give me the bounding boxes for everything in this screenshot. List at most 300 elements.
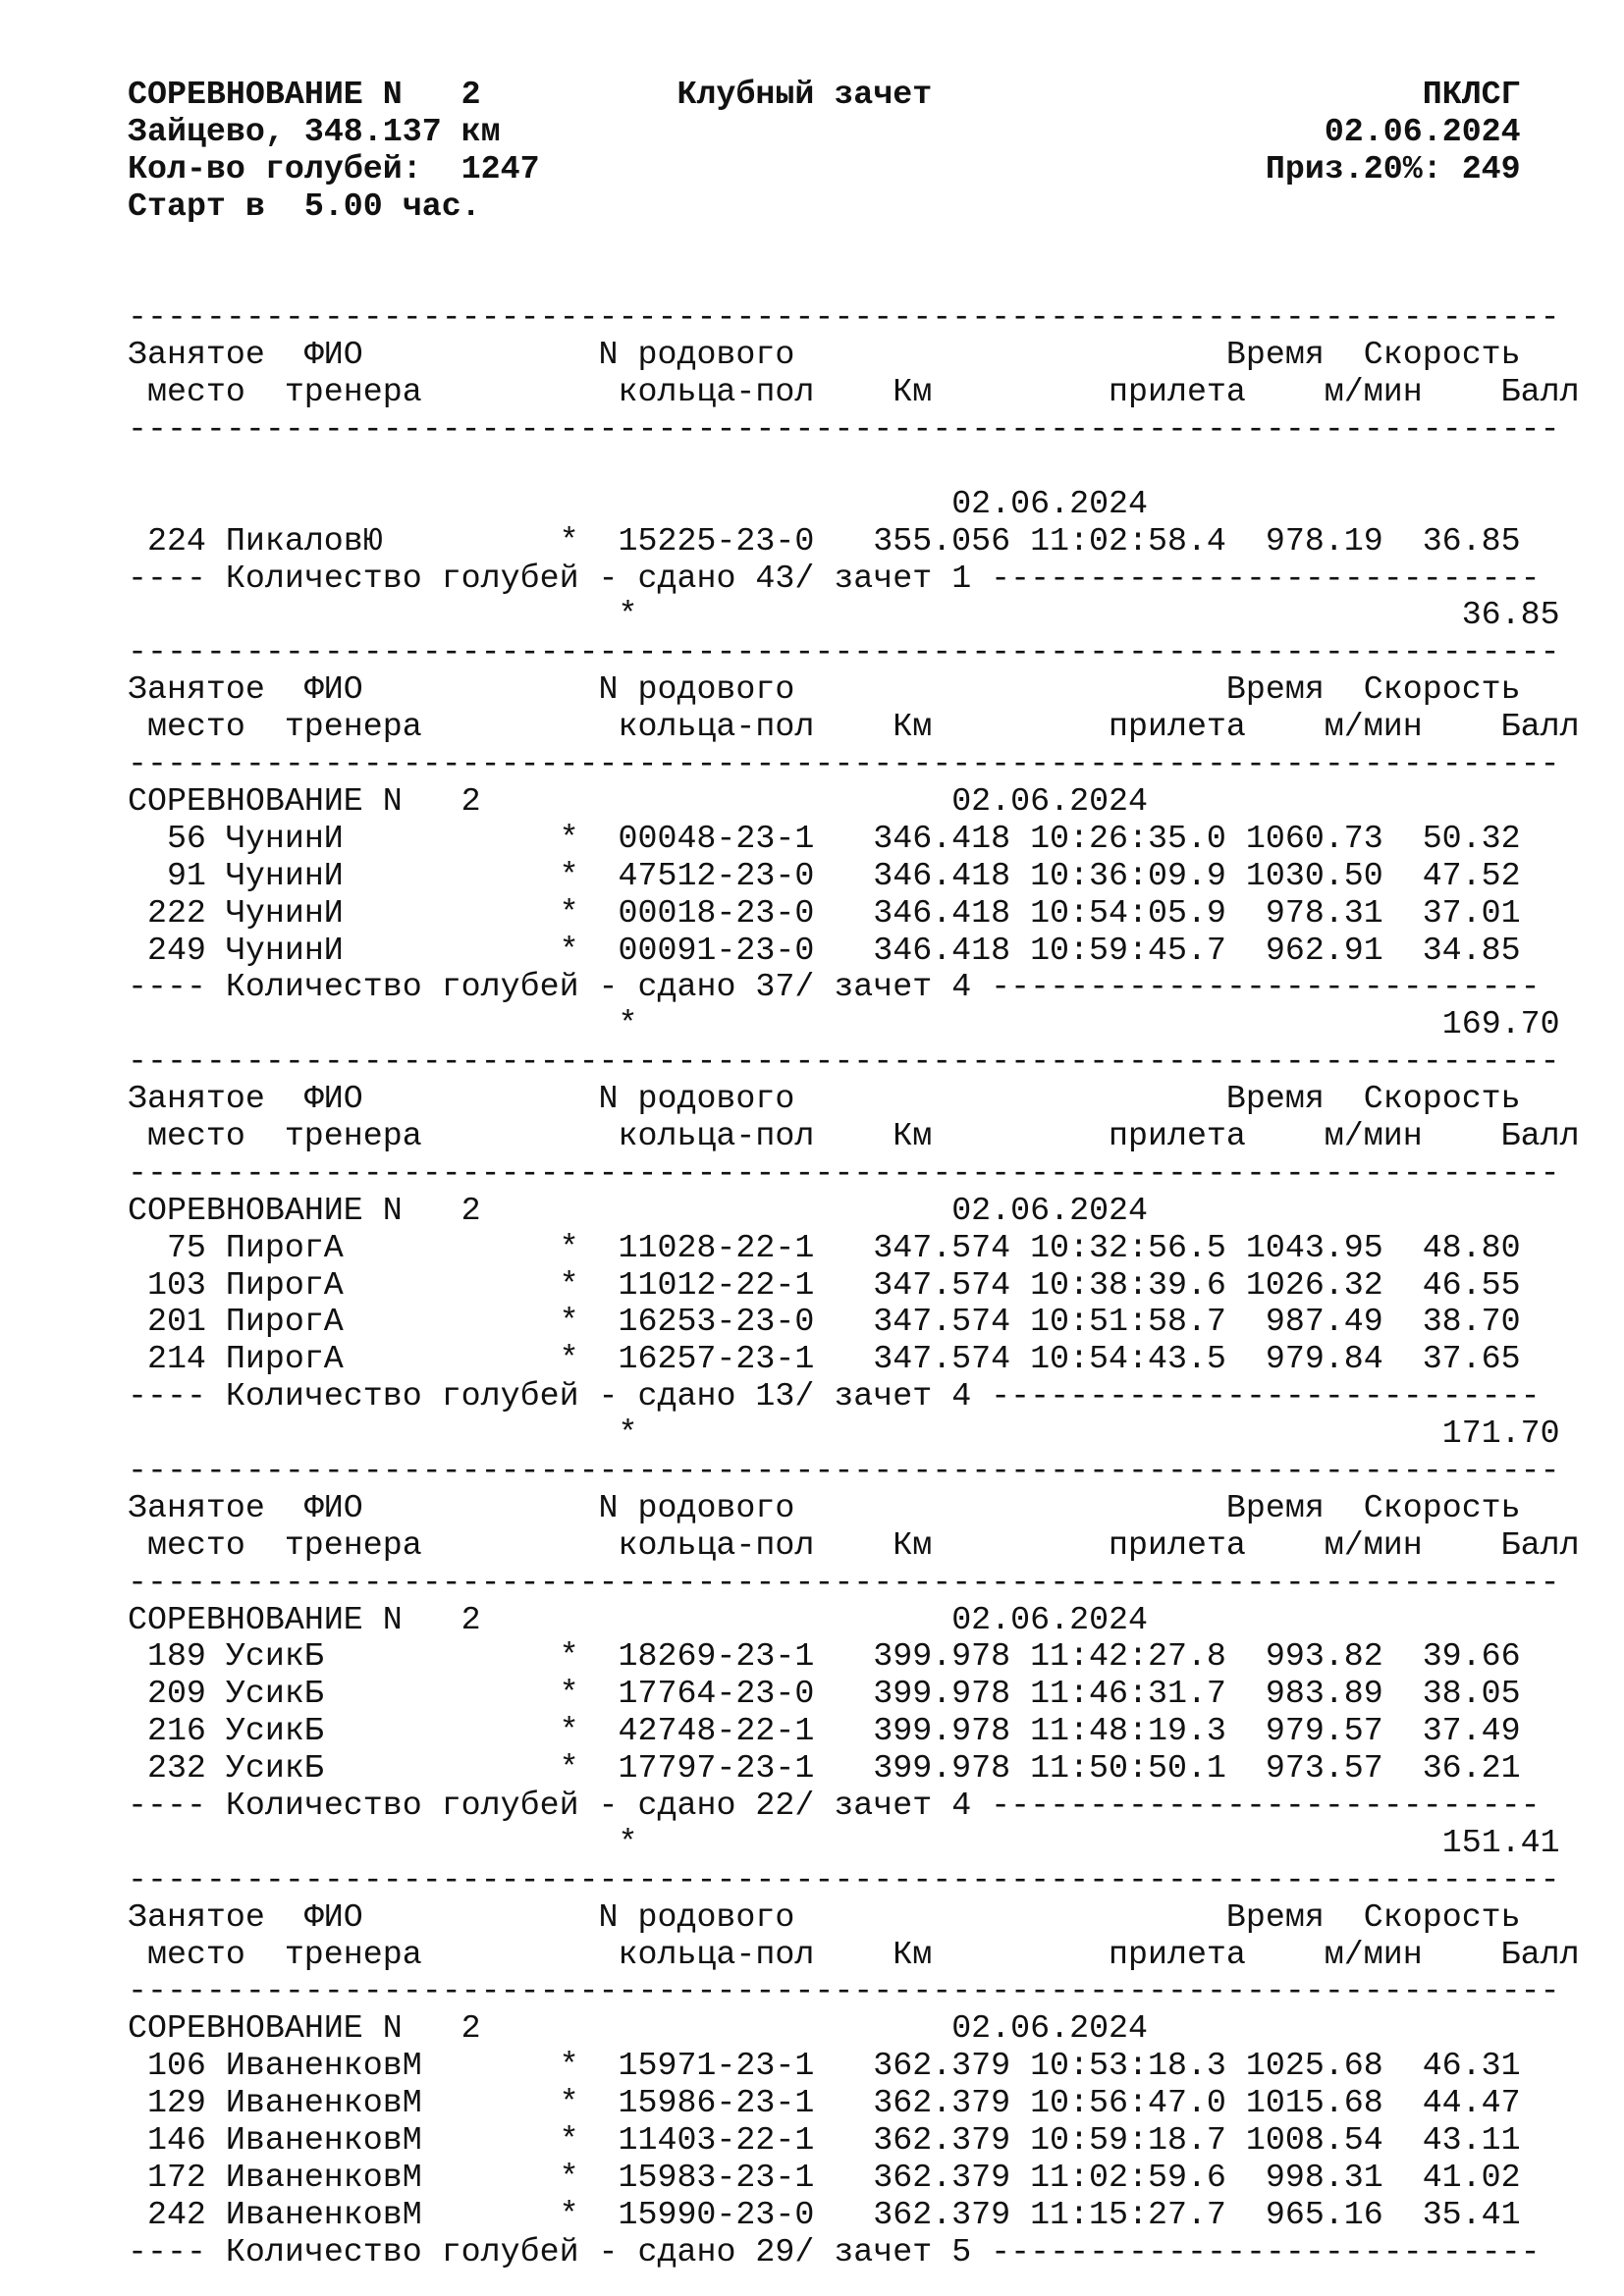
points-cell: 41.02 <box>1422 2158 1521 2196</box>
table-row <box>128 1267 1580 1305</box>
speed-cell: 1043.95 <box>1245 1228 1383 1266</box>
column-header-2 <box>128 374 1580 411</box>
summary-line: ---- Количество голубей - сдано 22/ зачет 4 ---------------------------- <box>128 1786 1541 1824</box>
time-cell: 10:59:45.7 <box>1030 931 1226 969</box>
start-time: Старт в 5.00 час. <box>128 187 481 225</box>
place-cell: 75 <box>166 1228 206 1266</box>
trainer-name-cell: ЧунинИ <box>225 856 344 894</box>
mark-cell: * <box>559 1303 579 1341</box>
time-cell: 10:54:43.5 <box>1030 1340 1226 1378</box>
col-time-2: прилета <box>1109 373 1246 411</box>
col-name: ФИО <box>303 1080 363 1118</box>
place-cell: 232 <box>146 1749 206 1788</box>
points-cell: 38.05 <box>1422 1675 1521 1713</box>
block-label <box>128 783 1580 821</box>
trainer-name-cell: ИваненковМ <box>225 2084 422 2122</box>
col-km: Км <box>893 1935 933 1973</box>
block-label <box>128 1602 1580 1639</box>
trainer-name-cell: ИваненковМ <box>225 2047 422 2085</box>
col-name: ФИО <box>303 336 363 374</box>
speed-cell: 1015.68 <box>1245 2084 1383 2122</box>
block-total <box>128 1825 1580 1862</box>
speed-cell: 962.91 <box>1265 931 1383 969</box>
mark-cell: * <box>559 1228 579 1266</box>
mark-cell: * <box>559 2084 579 2122</box>
block-date: 02.06.2024 <box>951 2009 1149 2048</box>
ring-cell: 42748-22-1 <box>618 1712 815 1750</box>
header-line-1 <box>128 77 1580 114</box>
competition-label: СОРЕВНОВАНИЕ N 2 <box>128 781 481 820</box>
header-line-4 <box>128 188 1580 226</box>
km-cell: 347.574 <box>873 1303 1011 1341</box>
col-place: Занятое <box>128 336 265 374</box>
trainer-name-cell: ИваненковМ <box>225 2158 422 2196</box>
col-ring: N родового <box>598 336 795 374</box>
col-km: Км <box>893 373 933 411</box>
trainer-name-cell: ЧунинИ <box>225 931 344 969</box>
points-cell: 37.01 <box>1422 893 1521 932</box>
col-km: Км <box>893 708 933 746</box>
speed-cell: 1026.32 <box>1245 1265 1383 1304</box>
col-place: Занятое <box>128 670 265 709</box>
km-cell: 399.978 <box>873 1749 1011 1788</box>
rule-line: ------------------------------------------------------------------------- <box>128 1042 1560 1081</box>
km-cell: 346.418 <box>873 819 1011 857</box>
time-cell: 10:56:47.0 <box>1030 2084 1226 2122</box>
rule <box>128 299 1580 337</box>
ring-cell: 17764-23-0 <box>618 1675 815 1713</box>
place-cell: 146 <box>146 2121 206 2159</box>
place-cell: 103 <box>146 1265 206 1304</box>
col-speed-2: м/мин <box>1324 1525 1423 1564</box>
speed-cell: 998.31 <box>1265 2158 1383 2196</box>
ring-cell: 00091-23-0 <box>618 931 815 969</box>
ring-cell: 00018-23-0 <box>618 893 815 932</box>
km-cell: 362.379 <box>873 2195 1011 2233</box>
col-name: ФИО <box>303 670 363 709</box>
time-cell: 11:48:19.3 <box>1030 1712 1226 1750</box>
time-cell: 11:50:50.1 <box>1030 1749 1226 1788</box>
block-summary <box>128 561 1580 598</box>
km-cell: 362.379 <box>873 2158 1011 2196</box>
ring-cell: 16257-23-1 <box>618 1340 815 1378</box>
organization: ПКЛСГ <box>1422 76 1521 113</box>
speed-cell: 979.57 <box>1265 1712 1383 1750</box>
col-name-2: тренера <box>284 373 422 411</box>
place-cell: 249 <box>146 931 206 969</box>
rule-line: ------------------------------------------------------------------------- <box>128 1860 1560 1898</box>
table-row <box>128 858 1580 895</box>
time-cell: 11:46:31.7 <box>1030 1675 1226 1713</box>
col-speed-2: м/мин <box>1324 708 1423 746</box>
col-ring: N родового <box>598 1080 795 1118</box>
mark-cell: * <box>559 856 579 894</box>
block-total <box>128 1415 1580 1453</box>
ring-cell: 11403-22-1 <box>618 2121 815 2159</box>
col-speed-2: м/мин <box>1324 373 1423 411</box>
ring-cell: 15225-23-0 <box>618 521 815 560</box>
col-name-2: тренера <box>284 708 422 746</box>
col-km: Км <box>893 1525 933 1564</box>
table-row <box>128 1304 1580 1341</box>
col-place-2: место <box>146 1116 245 1154</box>
speed-cell: 978.31 <box>1265 893 1383 932</box>
ring-cell: 11028-22-1 <box>618 1228 815 1266</box>
km-cell: 346.418 <box>873 931 1011 969</box>
col-speed-2: м/мин <box>1324 1935 1423 1973</box>
col-place: Занятое <box>128 1080 265 1118</box>
column-header-2 <box>128 1527 1580 1565</box>
place-cell: 222 <box>146 893 206 932</box>
points-cell: 36.85 <box>1422 521 1521 560</box>
km-cell: 362.379 <box>873 2047 1011 2085</box>
col-place-2: место <box>146 1935 245 1973</box>
speed-cell: 979.84 <box>1265 1340 1383 1378</box>
block-summary <box>128 969 1580 1006</box>
col-speed: Скорость <box>1363 1488 1521 1526</box>
col-name-2: тренера <box>284 1525 422 1564</box>
col-name-2: тренера <box>284 1935 422 1973</box>
competition-label: СОРЕВНОВАНИЕ N 2 <box>128 1600 481 1638</box>
speed-cell: 973.57 <box>1265 1749 1383 1788</box>
time-cell: 11:15:27.7 <box>1030 2195 1226 2233</box>
total-mark: * <box>618 1005 638 1043</box>
rule <box>128 1862 1580 1899</box>
col-ring-2: кольца-пол <box>618 1935 815 1973</box>
mark-cell: * <box>559 819 579 857</box>
place-cell: 216 <box>146 1712 206 1750</box>
speed-cell: 965.16 <box>1265 2195 1383 2233</box>
trainer-name-cell: ПирогА <box>225 1303 344 1341</box>
block-date: 02.06.2024 <box>951 484 1149 522</box>
column-header-1 <box>128 1899 1580 1937</box>
ring-cell: 17797-23-1 <box>618 1749 815 1788</box>
col-time: Время <box>1225 1080 1325 1118</box>
mark-cell: * <box>559 1340 579 1378</box>
block-summary <box>128 1788 1580 1825</box>
table-row <box>128 1341 1580 1378</box>
rule <box>128 1155 1580 1193</box>
col-points: Балл <box>1500 373 1580 411</box>
col-ring-2: кольца-пол <box>618 1116 815 1154</box>
mark-cell: * <box>559 893 579 932</box>
rule <box>128 634 1580 671</box>
col-time-2: прилета <box>1109 1525 1246 1564</box>
col-time: Время <box>1225 1897 1325 1936</box>
scoring-mode: Клубный зачет <box>677 76 933 113</box>
header-line-3 <box>128 151 1580 188</box>
spacer <box>128 449 1580 486</box>
mark-cell: * <box>559 1712 579 1750</box>
col-time-2: прилета <box>1109 1116 1246 1154</box>
block-label <box>128 486 1580 523</box>
mark-cell: * <box>559 2158 579 2196</box>
km-cell: 347.574 <box>873 1265 1011 1304</box>
col-time: Время <box>1225 670 1325 709</box>
col-time: Время <box>1225 1488 1325 1526</box>
km-cell: 355.056 <box>873 521 1011 560</box>
column-header-1 <box>128 1490 1580 1527</box>
mark-cell: * <box>559 1749 579 1788</box>
rule-line: ------------------------------------------------------------------------- <box>128 745 1560 783</box>
total-mark: * <box>618 1415 638 1453</box>
column-header-2 <box>128 1937 1580 1974</box>
mark-cell: * <box>559 931 579 969</box>
trainer-name-cell: УсикБ <box>225 1675 324 1713</box>
table-row <box>128 895 1580 933</box>
prize-count: Приз.20%: 249 <box>1265 149 1521 187</box>
col-ring-2: кольца-пол <box>618 373 815 411</box>
speed-cell: 1025.68 <box>1245 2047 1383 2085</box>
km-cell: 346.418 <box>873 893 1011 932</box>
rule-line: ------------------------------------------------------------------------- <box>128 1153 1560 1192</box>
rule-line: ------------------------------------------------------------------------- <box>128 1563 1560 1601</box>
col-place-2: место <box>146 708 245 746</box>
place-cell: 201 <box>146 1303 206 1341</box>
mark-cell: * <box>559 2121 579 2159</box>
col-speed-2: м/мин <box>1324 1116 1423 1154</box>
points-cell: 34.85 <box>1422 931 1521 969</box>
block-total <box>128 597 1580 634</box>
header-line-2 <box>128 114 1580 151</box>
col-name: ФИО <box>303 1897 363 1936</box>
col-time: Время <box>1225 336 1325 374</box>
table-row <box>128 2197 1580 2234</box>
col-km: Км <box>893 1116 933 1154</box>
ring-cell: 16253-23-0 <box>618 1303 815 1341</box>
place-cell: 189 <box>146 1637 206 1676</box>
rule <box>128 1973 1580 2010</box>
column-header-1 <box>128 671 1580 709</box>
ring-cell: 47512-23-0 <box>618 856 815 894</box>
mark-cell: * <box>559 1265 579 1304</box>
summary-line: ---- Количество голубей - сдано 13/ зачет 4 ---------------------------- <box>128 1377 1541 1415</box>
trainer-name-cell: УсикБ <box>225 1712 324 1750</box>
place-cell: 209 <box>146 1675 206 1713</box>
table-row <box>128 2122 1580 2160</box>
table-row <box>128 2085 1580 2122</box>
table-row <box>128 2048 1580 2085</box>
total-points: 169.70 <box>1441 1005 1560 1043</box>
km-cell: 347.574 <box>873 1228 1011 1266</box>
competition-label: СОРЕВНОВАНИЕ N 2 <box>128 2009 481 2048</box>
table-row <box>128 1676 1580 1713</box>
ring-cell: 18269-23-1 <box>618 1637 815 1676</box>
time-cell: 11:02:58.4 <box>1030 521 1226 560</box>
rule <box>128 1453 1580 1490</box>
trainer-name-cell: ПикаловЮ <box>225 521 383 560</box>
rule <box>128 1565 1580 1602</box>
km-cell: 362.379 <box>873 2121 1011 2159</box>
points-cell: 50.32 <box>1422 819 1521 857</box>
total-mark: * <box>618 596 638 634</box>
time-cell: 10:54:05.9 <box>1030 893 1226 932</box>
ring-cell: 15986-23-1 <box>618 2084 815 2122</box>
points-cell: 46.55 <box>1422 1265 1521 1304</box>
rule-line: ------------------------------------------------------------------------- <box>128 633 1560 671</box>
place-cell: 106 <box>146 2047 206 2085</box>
col-points: Балл <box>1500 708 1580 746</box>
col-points: Балл <box>1500 1525 1580 1564</box>
mark-cell: * <box>559 1637 579 1676</box>
pigeon-count: Кол-во голубей: 1247 <box>128 149 540 187</box>
table-row <box>128 523 1580 561</box>
table-row <box>128 2160 1580 2197</box>
km-cell: 399.978 <box>873 1637 1011 1676</box>
col-ring: N родового <box>598 1488 795 1526</box>
table-row <box>128 933 1580 970</box>
mark-cell: * <box>559 2195 579 2233</box>
col-place-2: место <box>146 373 245 411</box>
ring-cell: 15971-23-1 <box>618 2047 815 2085</box>
time-cell: 11:42:27.8 <box>1030 1637 1226 1676</box>
block-date: 02.06.2024 <box>951 1600 1149 1638</box>
column-header-2 <box>128 1118 1580 1155</box>
table-row <box>128 821 1580 858</box>
table-row <box>128 1713 1580 1750</box>
place-cell: 91 <box>166 856 206 894</box>
points-cell: 39.66 <box>1422 1637 1521 1676</box>
speed-cell: 1060.73 <box>1245 819 1383 857</box>
points-cell: 38.70 <box>1422 1303 1521 1341</box>
speed-cell: 1008.54 <box>1245 2121 1383 2159</box>
col-name-2: тренера <box>284 1116 422 1154</box>
place-cell: 172 <box>146 2158 206 2196</box>
block-label <box>128 2010 1580 2048</box>
table-row <box>128 1638 1580 1676</box>
rule <box>128 746 1580 783</box>
points-cell: 48.80 <box>1422 1228 1521 1266</box>
trainer-name-cell: ПирогА <box>225 1340 344 1378</box>
col-ring-2: кольца-пол <box>618 1525 815 1564</box>
column-header-1 <box>128 337 1580 374</box>
table-row <box>128 1750 1580 1788</box>
time-cell: 10:59:18.7 <box>1030 2121 1226 2159</box>
ring-cell: 15983-23-1 <box>618 2158 815 2196</box>
col-place-2: место <box>146 1525 245 1564</box>
total-points: 171.70 <box>1441 1415 1560 1453</box>
col-speed: Скорость <box>1363 336 1521 374</box>
column-header-1 <box>128 1081 1580 1118</box>
mark-cell: * <box>559 2047 579 2085</box>
rule <box>128 1043 1580 1081</box>
mark-cell: * <box>559 521 579 560</box>
place-cell: 129 <box>146 2084 206 2122</box>
time-cell: 10:38:39.6 <box>1030 1265 1226 1304</box>
points-cell: 35.41 <box>1422 2195 1521 2233</box>
points-cell: 37.49 <box>1422 1712 1521 1750</box>
points-cell: 43.11 <box>1422 2121 1521 2159</box>
block-date: 02.06.2024 <box>951 1191 1149 1229</box>
summary-line: ---- Количество голубей - сдано 37/ зачет 4 ---------------------------- <box>128 968 1541 1006</box>
points-cell: 36.21 <box>1422 1749 1521 1788</box>
mark-cell: * <box>559 1675 579 1713</box>
place-cell: 242 <box>146 2195 206 2233</box>
time-cell: 10:36:09.9 <box>1030 856 1226 894</box>
block-total <box>128 1006 1580 1043</box>
km-cell: 399.978 <box>873 1712 1011 1750</box>
rule-line: ------------------------------------------------------------------------- <box>128 298 1560 337</box>
rule-line: ------------------------------------------------------------------------- <box>128 1451 1560 1489</box>
release-location: Зайцево, 348.137 км <box>128 112 501 150</box>
time-cell: 11:02:59.6 <box>1030 2158 1226 2196</box>
km-cell: 347.574 <box>873 1340 1011 1378</box>
speed-cell: 1030.50 <box>1245 856 1383 894</box>
col-speed: Скорость <box>1363 1080 1521 1118</box>
table-row <box>128 1230 1580 1267</box>
trainer-name-cell: ПирогА <box>225 1228 344 1266</box>
col-ring: N родового <box>598 670 795 709</box>
rule-line: ------------------------------------------------------------------------- <box>128 1972 1560 2010</box>
col-name: ФИО <box>303 1488 363 1526</box>
ring-cell: 00048-23-1 <box>618 819 815 857</box>
ring-cell: 11012-22-1 <box>618 1265 815 1304</box>
rule-line: ------------------------------------------------------------------------- <box>128 410 1560 449</box>
col-place: Занятое <box>128 1897 265 1936</box>
speed-cell: 993.82 <box>1265 1637 1383 1676</box>
block-date: 02.06.2024 <box>951 781 1149 820</box>
trainer-name-cell: ЧунинИ <box>225 819 344 857</box>
time-cell: 10:26:35.0 <box>1030 819 1226 857</box>
trainer-name-cell: ЧунинИ <box>225 893 344 932</box>
column-header-2 <box>128 709 1580 746</box>
col-place: Занятое <box>128 1488 265 1526</box>
place-cell: 56 <box>166 819 206 857</box>
speed-cell: 987.49 <box>1265 1303 1383 1341</box>
time-cell: 10:51:58.7 <box>1030 1303 1226 1341</box>
competition-title: СОРЕВНОВАНИЕ N 2 <box>128 76 481 113</box>
summary-line: ---- Количество голубей - сдано 43/ зачет 1 ---------------------------- <box>128 559 1541 597</box>
summary-line: ---- Количество голубей - сдано 29/ зачет 5 ---------------------------- <box>128 2232 1541 2270</box>
time-cell: 10:53:18.3 <box>1030 2047 1226 2085</box>
place-cell: 224 <box>146 521 206 560</box>
col-time-2: прилета <box>1109 708 1246 746</box>
points-cell: 47.52 <box>1422 856 1521 894</box>
col-points: Балл <box>1500 1116 1580 1154</box>
trainer-name-cell: ИваненковМ <box>225 2195 422 2233</box>
ring-cell: 15990-23-0 <box>618 2195 815 2233</box>
col-ring-2: кольца-пол <box>618 708 815 746</box>
km-cell: 362.379 <box>873 2084 1011 2122</box>
results-report <box>128 77 1580 2271</box>
col-points: Балл <box>1500 1935 1580 1973</box>
trainer-name-cell: УсикБ <box>225 1637 324 1676</box>
trainer-name-cell: ИваненковМ <box>225 2121 422 2159</box>
points-cell: 37.65 <box>1422 1340 1521 1378</box>
speed-cell: 978.19 <box>1265 521 1383 560</box>
total-points: 151.41 <box>1441 1823 1560 1861</box>
competition-label: СОРЕВНОВАНИЕ N 2 <box>128 1191 481 1229</box>
col-ring: N родового <box>598 1897 795 1936</box>
block-summary <box>128 1378 1580 1415</box>
km-cell: 346.418 <box>873 856 1011 894</box>
col-speed: Скорость <box>1363 1897 1521 1936</box>
block-summary <box>128 2234 1580 2271</box>
trainer-name-cell: УсикБ <box>225 1749 324 1788</box>
trainer-name-cell: ПирогА <box>225 1265 344 1304</box>
points-cell: 46.31 <box>1422 2047 1521 2085</box>
place-cell: 214 <box>146 1340 206 1378</box>
points-cell: 44.47 <box>1422 2084 1521 2122</box>
total-mark: * <box>618 1823 638 1861</box>
km-cell: 399.978 <box>873 1675 1011 1713</box>
col-speed: Скорость <box>1363 670 1521 709</box>
col-time-2: прилета <box>1109 1935 1246 1973</box>
total-points: 36.85 <box>1461 596 1560 634</box>
speed-cell: 983.89 <box>1265 1675 1383 1713</box>
report-date: 02.06.2024 <box>1324 112 1521 150</box>
block-label <box>128 1193 1580 1230</box>
